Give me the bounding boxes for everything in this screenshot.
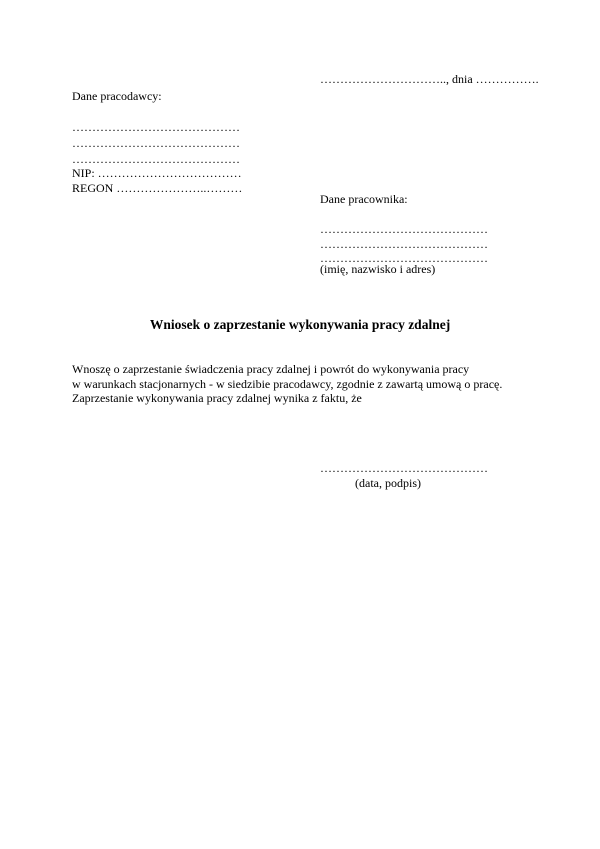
- employer-line-1: ……………………………………: [72, 120, 240, 134]
- place-date-line: ………………………….., dnia …………….: [320, 72, 539, 86]
- employee-line-3: ……………………………………: [320, 251, 488, 265]
- body-line-2: w warunkach stacjonarnych - w siedzibie pracodawcy, zgodnie z zawartą umową o pracę.: [72, 377, 503, 391]
- body-line-3: Zaprzestanie wykonywania pracy zdalnej wynika z faktu, że: [72, 391, 362, 405]
- body-line-1: Wnoszę o zaprzestanie świadczenia pracy zdalnej i powrót do wykonywania pracy: [72, 362, 470, 376]
- signature-caption: (data, podpis): [355, 476, 421, 490]
- employee-line-1: ……………………………………: [320, 222, 488, 236]
- employer-line-3: ……………………………………: [72, 152, 240, 166]
- employee-line-2: ……………………………………: [320, 237, 488, 251]
- employer-regon: REGON …………………..………: [72, 181, 243, 195]
- employee-caption: (imię, nazwisko i adres): [320, 262, 436, 276]
- employer-heading: Dane pracodawcy:: [72, 89, 162, 103]
- employer-line-2: ……………………………………: [72, 136, 240, 150]
- signature-line: ……………………………………: [320, 461, 488, 475]
- employee-heading: Dane pracownika:: [320, 192, 408, 206]
- employer-nip: NIP: ………………………………: [72, 166, 242, 180]
- document-title: Wniosek o zaprzestanie wykonywania pracy zdalnej: [149, 317, 451, 332]
